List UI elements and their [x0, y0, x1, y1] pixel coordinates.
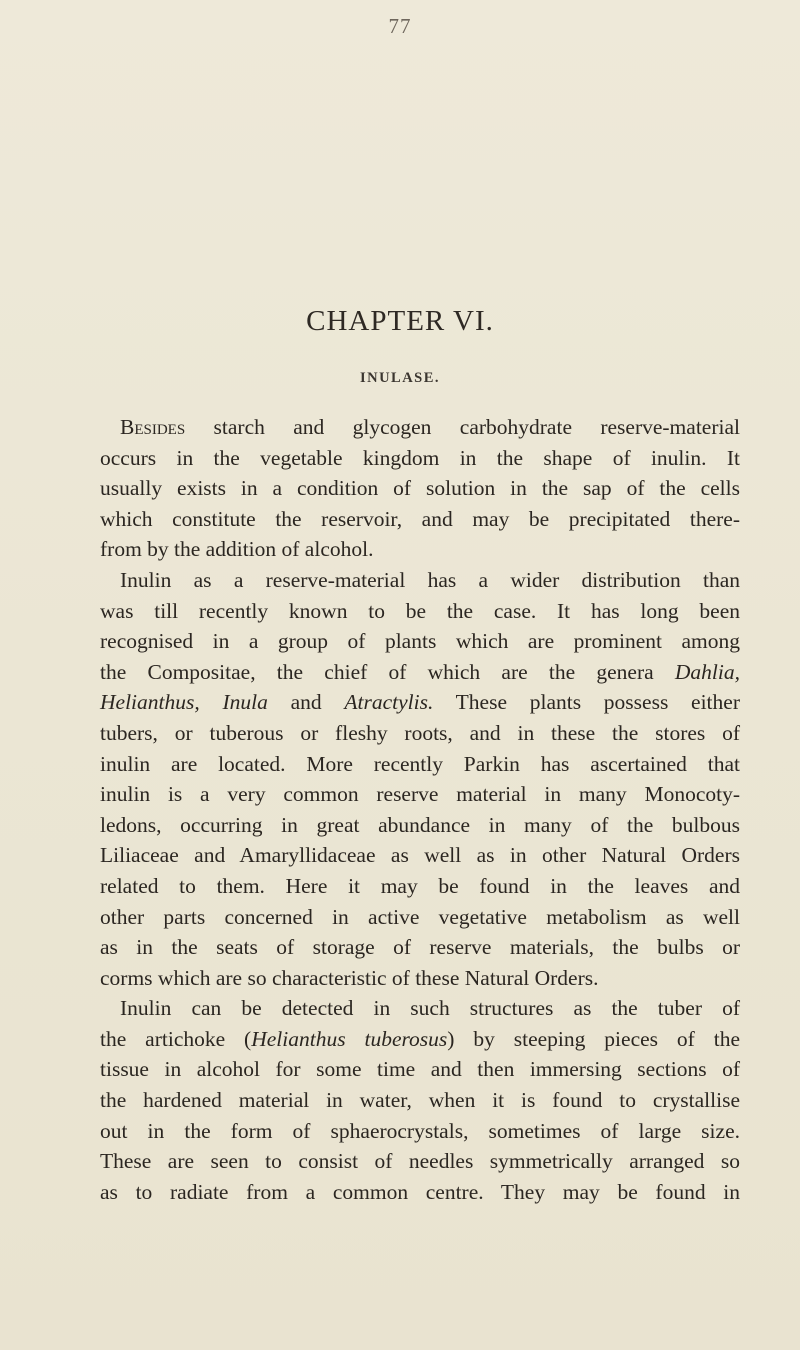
text-line [100, 840, 740, 871]
text-run: the artichoke ( [100, 1026, 252, 1051]
text-line [100, 565, 740, 596]
text-line [100, 443, 740, 474]
text-run: was till recently known to be the case. It has long been [100, 598, 740, 623]
text-line [100, 1116, 740, 1147]
italic-term: Dahlia, [674, 659, 740, 684]
page-number: 77 [388, 14, 412, 38]
text-run: the Compositae, the chief of which are the genera [100, 659, 675, 684]
italic-term: Helianthus, Inula [100, 690, 268, 715]
text-run: related to them. Here it may be found in the leaves and [100, 873, 740, 898]
text-run: corms which are so characteristic of these Natural Orders. [100, 965, 599, 990]
text-run: tissue in alcohol for some time and then immersing sections of [100, 1057, 740, 1082]
text-run: starch and glycogen carbohydrate reserve-material [185, 415, 740, 439]
text-line [100, 596, 740, 627]
text-run: Inulin can be detected in such structures as the tuber of [120, 996, 740, 1021]
text-run: Inulin as a reserve-material has a wider distribution than [120, 567, 740, 592]
text-run: recognised in a group of plants which are prominent among [100, 629, 740, 654]
text-run: inulin are located. More recently Parkin has ascertained that [100, 751, 740, 776]
text-line [100, 687, 740, 718]
italic-term: Helianthus tuberosus [251, 1026, 448, 1051]
text-line [100, 779, 740, 810]
text-line [100, 993, 740, 1024]
text-run: out in the form of sphaerocrystals, sometimes of large size. [100, 1118, 740, 1143]
text-line [100, 932, 740, 963]
text-line [100, 473, 740, 504]
text-run: as in the seats of storage of reserve materials, the bulbs or [100, 935, 740, 960]
text-run: ledons, occurring in great abundance in many of the bulbous [100, 812, 740, 837]
text-run: occurs in the vegetable kingdom in the shape of inulin. It [100, 445, 740, 470]
chapter-title: CHAPTER VI. [306, 305, 494, 337]
small-caps-word: Besides [120, 415, 186, 439]
text-run: and [267, 690, 345, 715]
italic-term: Atractylis. [344, 690, 434, 715]
text-run: from by the addition of alcohol. [100, 537, 374, 562]
text-line [100, 749, 740, 780]
body-text [100, 412, 740, 1207]
text-run: as to radiate from a common centre. They may be found in [100, 1179, 740, 1204]
text-run: ) by steeping pieces of the [447, 1026, 740, 1051]
text-run: the hardened material in water, when it is found to crystallise [100, 1088, 740, 1113]
text-run: These are seen to consist of needles symmetrically arranged so [100, 1149, 740, 1174]
text-line [100, 1054, 740, 1085]
text-line [100, 1146, 740, 1177]
text-run: which constitute the reservoir, and may be precipitated there- [100, 506, 740, 531]
text-line [100, 718, 740, 749]
text-line [100, 412, 740, 443]
text-run: Liliaceae and Amaryllidaceae as well as in other Natural Orders [100, 843, 740, 868]
section-title: INULASE. [359, 370, 441, 386]
text-line [100, 626, 740, 657]
text-line [100, 1085, 740, 1116]
text-run: other parts concerned in active vegetative metabolism as well [100, 904, 740, 929]
text-line [100, 963, 740, 994]
text-run: inulin is a very common reserve material in many Monocoty- [100, 782, 740, 807]
text-line [100, 1024, 740, 1055]
text-line [100, 504, 740, 535]
text-line [100, 902, 740, 933]
text-line [100, 657, 740, 688]
text-run: usually exists in a condition of solution in the sap of the cells [100, 476, 740, 501]
text-run: These plants possess either [433, 690, 740, 715]
text-line [100, 534, 740, 565]
text-run: tubers, or tuberous or fleshy roots, and in these the stores of [100, 720, 740, 745]
text-line [100, 871, 740, 902]
text-line [100, 1177, 740, 1208]
text-line [100, 810, 740, 841]
